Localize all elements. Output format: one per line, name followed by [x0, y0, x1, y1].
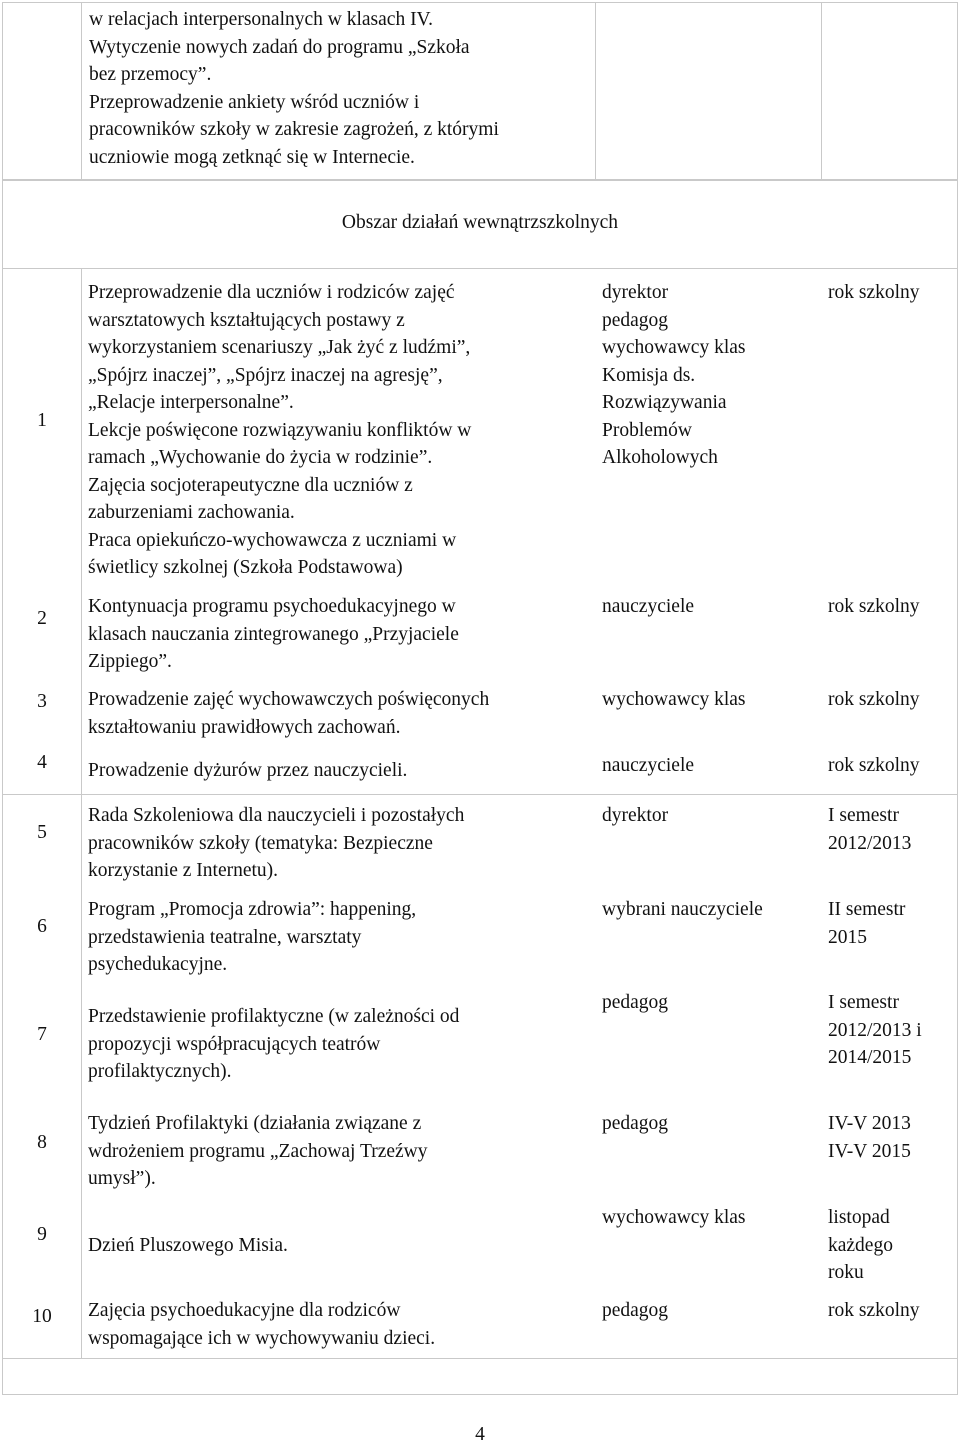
term-line: listopad — [828, 1207, 890, 1228]
responsible-line: wychowawcy klas — [602, 337, 746, 358]
term-line: rok szkolny — [828, 755, 920, 776]
task-line: Rada Szkoleniowa dla nauczycieli i pozostałych — [88, 805, 465, 826]
task-line: pracowników szkoły (tematyka: Bezpieczne — [88, 832, 433, 854]
responsible-line: pedagog — [602, 992, 669, 1013]
row-number: 6 — [37, 916, 47, 937]
task-line: Program „Promocja zdrowia”: happening, — [88, 899, 417, 920]
task-line: propozycji współpracujących teatrów — [88, 1033, 381, 1055]
responsible-line: nauczyciele — [602, 755, 695, 776]
row-number: 2 — [37, 608, 47, 629]
task-line: zaburzeniami zachowania. — [88, 502, 295, 523]
task-line: Prowadzenie zajęć wychowawczych poświęconych — [88, 689, 490, 710]
row-number: 8 — [37, 1132, 47, 1153]
task-line: Praca opiekuńczo-wychowawcza z uczniami w — [88, 529, 457, 551]
top-row-line: pracowników szkoły w zakresie zagrożeń, z którymi — [89, 119, 499, 140]
task-line: Dzień Pluszowego Misia. — [88, 1235, 288, 1256]
task-line: ramach „Wychowanie do życia w rodzinie”. — [88, 447, 433, 468]
task-line: kształtowaniu prawidłowych zachowań. — [88, 716, 401, 738]
row-number: 3 — [37, 691, 47, 712]
top-row-line: w relacjach interpersonalnych w klasach IV. — [89, 9, 434, 30]
task-line: Zajęcia psychoedukacyjne dla rodziców — [88, 1300, 401, 1321]
term-line: I semestr — [828, 992, 899, 1013]
term-line: każdego — [828, 1234, 893, 1256]
row-number: 5 — [37, 822, 47, 843]
responsible-line: wychowawcy klas — [602, 1207, 746, 1228]
task-line: „Relacje interpersonalne”. — [88, 392, 294, 413]
term-line: 2012/2013 — [828, 832, 912, 854]
task-line: Prowadzenie dyżurów przez nauczycieli. — [88, 760, 408, 781]
responsible-line: Rozwiązywania — [602, 392, 727, 413]
responsible-line: pedagog — [602, 1113, 669, 1134]
task-line: Lekcje poświęcone rozwiązywaniu konfliktów w — [88, 419, 472, 441]
responsible-line: Alkoholowych — [602, 447, 718, 468]
term-line: IV-V 2015 — [828, 1140, 911, 1162]
task-line: świetlicy szkolnej (Szkoła Podstawowa) — [88, 557, 403, 578]
responsible-line: dyrektor — [602, 282, 669, 303]
task-line: „Spójrz inaczej”, „Spójrz inaczej na agresję”, — [88, 364, 443, 386]
term-line: 2014/2015 — [828, 1047, 912, 1068]
row-number: 1 — [37, 410, 47, 431]
term-line: rok szkolny — [828, 689, 920, 710]
responsible-line: pedagog — [602, 309, 669, 331]
task-line: profilaktycznych). — [88, 1061, 232, 1082]
top-row-task-cell — [81, 2, 596, 180]
task-line: wspomagające ich w wychowywaniu dzieci. — [88, 1327, 436, 1349]
task-line: korzystanie z Internetu). — [88, 860, 279, 881]
task-line: Tydzień Profilaktyki (działania związane z — [88, 1113, 422, 1134]
top-row-nr-cell — [2, 2, 82, 180]
task-line: warsztatowych kształtujących postawy z — [88, 309, 405, 331]
term-line: rok szkolny — [828, 1300, 920, 1321]
responsible-line: Problemów — [602, 419, 692, 441]
term-line: I semestr — [828, 805, 899, 826]
responsible-line: nauczyciele — [602, 596, 695, 617]
responsible-line: wybrani nauczyciele — [602, 899, 763, 920]
task-line: klasach nauczania zintegrowanego „Przyjaciele — [88, 623, 459, 645]
task-line: wdrożeniem programu „Zachowaj Trzeźwy — [88, 1140, 428, 1162]
row-number: 4 — [37, 752, 47, 773]
row-number: 9 — [37, 1224, 47, 1245]
section-header: Obszar działań wewnątrzszkolnych — [341, 212, 619, 233]
responsible-line: wychowawcy klas — [602, 689, 746, 710]
term-line: II semestr — [828, 899, 906, 920]
top-row-line: bez przemocy”. — [89, 64, 212, 85]
term-line: roku — [828, 1262, 864, 1283]
top-row-line: uczniowie mogą zetknąć się w Internecie. — [89, 146, 415, 168]
task-line: Przeprowadzenie dla uczniów i rodziców zajęć — [88, 282, 455, 303]
term-line: rok szkolny — [828, 596, 920, 617]
term-line: rok szkolny — [828, 282, 920, 303]
task-line: wykorzystaniem scenariuszy „Jak żyć z ludźmi”, — [88, 337, 471, 358]
term-line: 2015 — [828, 926, 867, 948]
task-line: Kontynuacja programu psychoedukacyjnego w — [88, 596, 456, 617]
row-number: 10 — [32, 1306, 52, 1327]
task-line: Przedstawienie profilaktyczne (w zależności od — [88, 1006, 460, 1027]
task-line: umysł”). — [88, 1168, 156, 1189]
task-line: Zajęcia socjoterapeutyczne dla uczniów z — [88, 474, 413, 496]
responsible-line: pedagog — [602, 1300, 669, 1321]
task-line: Zippiego”. — [88, 651, 172, 672]
responsible-line: Komisja ds. — [602, 364, 696, 386]
top-row-responsible-cell — [595, 2, 822, 180]
row-number: 7 — [37, 1024, 47, 1045]
top-row-line: Przeprowadzenie ankiety wśród uczniów i — [89, 91, 420, 113]
term-line: 2012/2013 i — [828, 1019, 922, 1041]
page-number: 4 — [475, 1424, 485, 1445]
task-line: przedstawienia teatralne, warsztaty — [88, 926, 362, 948]
responsible-line: dyrektor — [602, 805, 669, 826]
task-line: psychedukacyjne. — [88, 954, 228, 975]
top-row-term-cell — [821, 2, 958, 180]
top-row-line: Wytyczenie nowych zadań do programu „Szkoła — [89, 36, 470, 58]
term-line: IV-V 2013 — [828, 1113, 911, 1134]
